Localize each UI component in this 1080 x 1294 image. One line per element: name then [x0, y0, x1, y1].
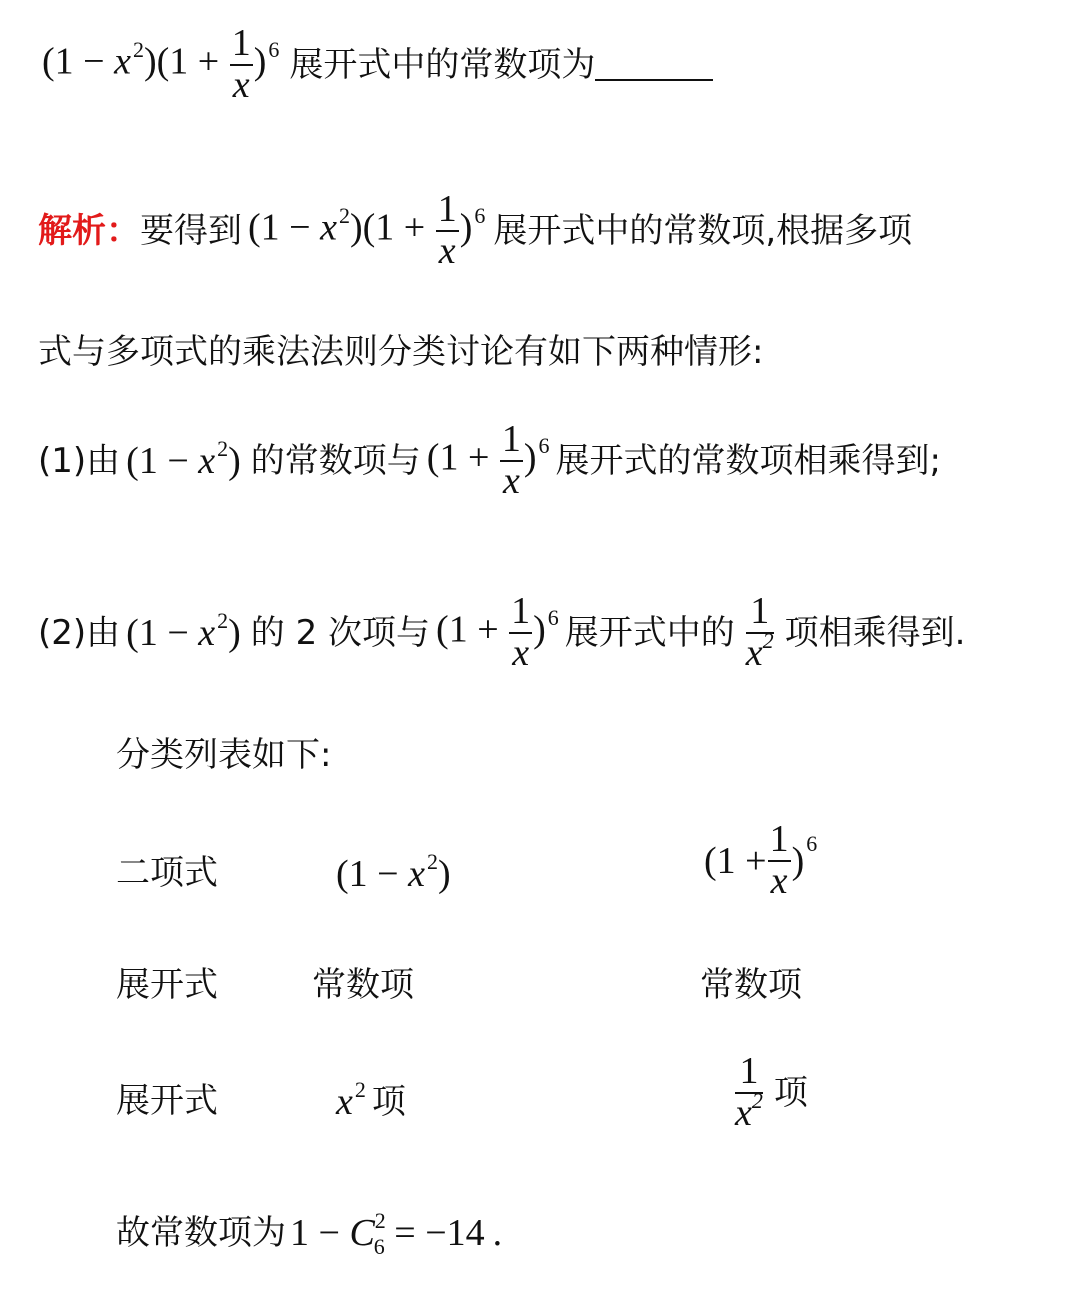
- row3-col1: $x^2$ 项: [336, 1077, 406, 1123]
- case2-mid1: 的 2 次项与: [250, 612, 431, 653]
- binomial-expression: $(1 - x^2)(1$ + $\frac{1}{x}$ )$^6$: [248, 188, 486, 272]
- inverse-square-fraction: $\frac{1}{x^2}$: [745, 590, 774, 674]
- table-intro: 分类列表如下:: [116, 735, 332, 775]
- solution-intro: [38, 190, 912, 272]
- power-expression: (1 + $\frac{1}{x}$ )$^6$: [436, 590, 559, 674]
- intro-suffix: 展开式中的常数项,根据多项: [493, 210, 913, 251]
- case1-mid: 的常数项与: [250, 440, 421, 481]
- solution-label: 解析：: [38, 210, 140, 251]
- factor-expression: $(1 - x^2)$: [126, 607, 241, 654]
- case2-mid2: 展开式中的: [564, 612, 735, 653]
- case2-suffix: 项相乘得到.: [784, 612, 966, 653]
- factor-expression: $(1 - x^2)$: [126, 435, 241, 482]
- row1-col1: $(1 - x^2)$: [336, 849, 451, 895]
- binomial-expression: $(1 - x^2)(1$ + $\frac{1}{x}$ )$^6$: [42, 22, 280, 106]
- row2-label: 展开式: [116, 965, 218, 1005]
- row1-col2: (1 + $\frac{1}{x}$ ) 6: [704, 818, 818, 902]
- row1-label: 二项式: [116, 853, 218, 893]
- row3-col2: $\frac{1}{x^2}$ 项: [735, 1050, 808, 1134]
- case-2: [38, 592, 965, 674]
- conclusion-math: $1 - C^2_6 = -14$ .: [290, 1208, 503, 1259]
- case1-prefix: (1)由: [38, 440, 121, 481]
- case2-prefix: (2)由: [38, 612, 121, 653]
- question-text: 展开式中的常数项为: [289, 44, 596, 85]
- row2-col1: 常数项: [312, 965, 414, 1005]
- row3-col2-suffix: 项: [773, 1072, 808, 1113]
- row3-col1-suffix: 项: [371, 1082, 406, 1122]
- power-expression: (1 + $\frac{1}{x}$ )$^6$: [426, 418, 550, 502]
- intro-line2: 式与多项式的乘法法则分类讨论有如下两种情形:: [38, 332, 764, 372]
- question-line: [42, 24, 713, 106]
- conclusion-prefix: 故常数项为: [116, 1213, 286, 1253]
- intro-prefix: 要得到: [140, 210, 242, 251]
- row2-col2: 常数项: [700, 965, 802, 1005]
- conclusion: [116, 1208, 503, 1259]
- case1-suffix: 展开式的常数项相乘得到;: [555, 440, 942, 481]
- answer-blank: [595, 49, 713, 81]
- row3-label: 展开式: [116, 1081, 218, 1121]
- case-1: [38, 420, 941, 502]
